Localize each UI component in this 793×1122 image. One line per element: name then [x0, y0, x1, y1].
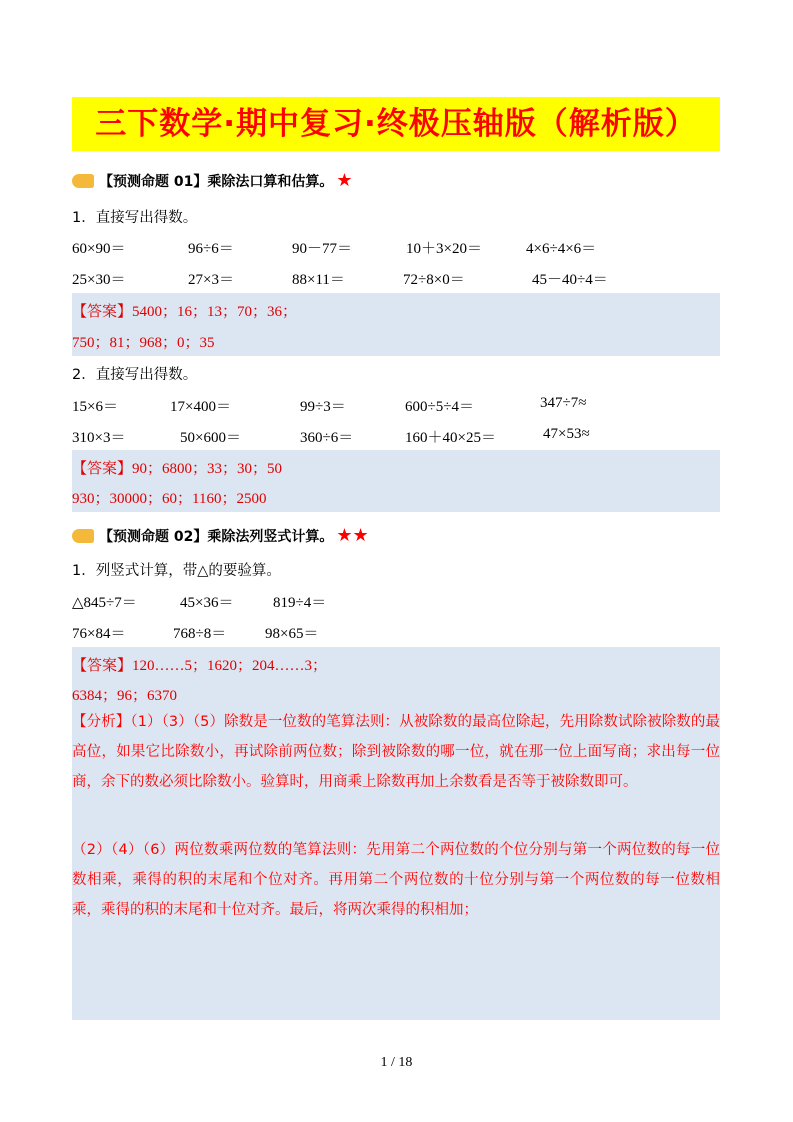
answer-line: 6384；96；6370: [72, 688, 178, 704]
question-prompt: 1．直接写出得数。: [72, 210, 198, 226]
answer-line: 【答案】120……5；1620；204……3；: [72, 656, 328, 674]
problem: 76×84＝: [72, 626, 126, 642]
problem: 45×36＝: [180, 595, 234, 611]
star-icon: ★: [336, 170, 353, 191]
answer-line: 930；30000；60；1160；2500: [72, 491, 267, 507]
problem: 45－40÷4＝: [532, 272, 608, 288]
answer-line: 【答案】90；6800；33；30；50: [72, 459, 283, 477]
problem: 98×65＝: [265, 626, 319, 642]
question-prompt: 2．直接写出得数。: [72, 367, 198, 383]
question-prompt: 1．列竖式计算，带△的要验算。: [72, 563, 281, 579]
section-heading-text: 【预测命题 02】乘除法列竖式计算。: [99, 529, 334, 545]
section-heading-text: 【预测命题 01】乘除法口算和估算。: [99, 174, 334, 190]
pointing-hand-icon: [72, 529, 94, 543]
problem: 96÷6＝: [188, 241, 234, 257]
problem: 600÷5÷4＝: [405, 399, 474, 415]
problem: 4×6÷4×6＝: [526, 241, 597, 257]
problem: 60×90＝: [72, 241, 126, 257]
problem: 17×400＝: [170, 399, 231, 415]
problem: 10＋3×20＝: [406, 241, 482, 257]
problem: 347÷7≈: [540, 395, 587, 411]
problem: 88×11＝: [292, 272, 345, 288]
problem: 90－77＝: [292, 241, 353, 257]
problem: 819÷4＝: [273, 595, 327, 611]
problem: 50×600＝: [180, 430, 241, 446]
problem: 160＋40×25＝: [405, 430, 496, 446]
problem: 25×30＝: [72, 272, 126, 288]
analysis-paragraph: 【分析】（1）（3）（5）除数是一位数的笔算法则：从被除数的最高位除起，先用除数试除被除数的最高位，如果它比除数小，再试除前两位数；除到被除数的哪一位，就在那一位上面写商；求出每一位商，余下的数必须比除数小。验算时，用商乘上除数再加上余数看是否等于被除数即可。: [72, 714, 720, 790]
answer-line: 750；81；968；0；35: [72, 335, 215, 351]
star-icon: ★★: [336, 525, 369, 546]
problem: 99÷3＝: [300, 399, 346, 415]
problem: △845÷7＝: [72, 595, 137, 611]
page-number: 1 / 18: [380, 1055, 413, 1070]
analysis-paragraph: （2）（4）（6）两位数乘两位数的笔算法则：先用第二个两位数的个位分别与第一个两位数的每一位数相乘，乘得的积的末尾和个位对齐。再用第二个两位数的十位分别与第一个两位数的每一位数相乘，乘得的积的末尾和十位对齐。最后，将两次乘得的积相加；: [72, 842, 720, 918]
problem: 27×3＝: [188, 272, 234, 288]
pointing-hand-icon: [72, 174, 94, 188]
section-heading-02: [72, 526, 369, 546]
problem: 72÷8×0＝: [403, 272, 465, 288]
problem: 360÷6＝: [300, 430, 354, 446]
problem: 768÷8＝: [173, 626, 227, 642]
answer-line: 【答案】5400；16；13；70；36；: [72, 302, 298, 320]
problem: 47×53≈: [543, 426, 590, 442]
problem: 310×3＝: [72, 430, 126, 446]
page-title: 三下数学·期中复习·终极压轴版（解析版）: [72, 97, 720, 151]
problem: 15×6＝: [72, 399, 118, 415]
section-heading-01: [72, 171, 353, 191]
